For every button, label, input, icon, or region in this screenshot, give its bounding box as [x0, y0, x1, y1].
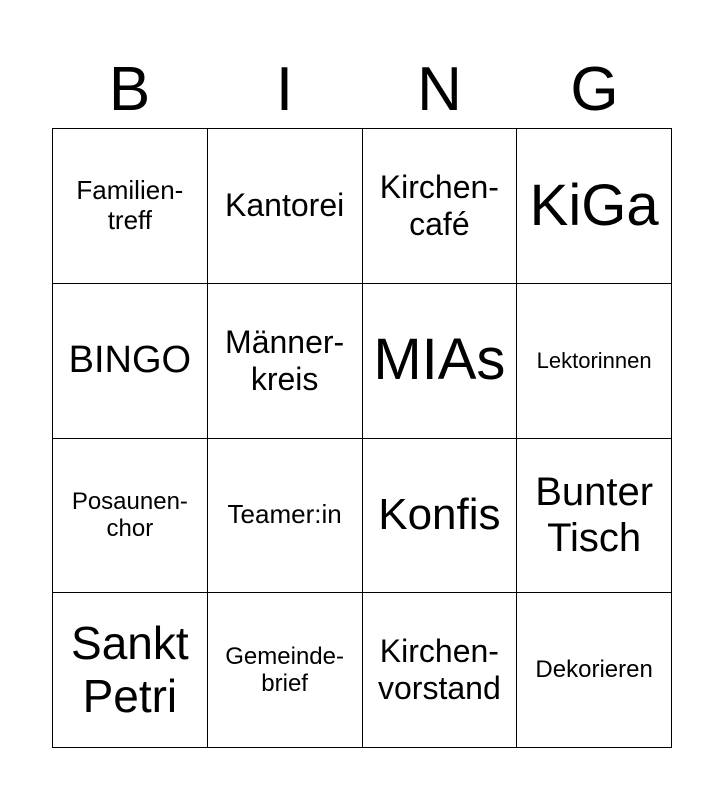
bingo-cell[interactable]: MIAs [363, 284, 518, 439]
bingo-cell[interactable]: Bunter Tisch [517, 439, 672, 594]
bingo-card-grid [52, 128, 672, 748]
bingo-cell[interactable]: Gemeinde- brief [208, 593, 363, 748]
bingo-cell[interactable]: Kirchen- vorstand [363, 593, 518, 748]
bingo-cell[interactable]: Kantorei [208, 129, 363, 284]
header-letter-i: I [275, 55, 294, 124]
bingo-cell[interactable]: Lektorinnen [517, 284, 672, 439]
bingo-cell[interactable]: Dekorieren [517, 593, 672, 748]
bingo-cell[interactable]: Teamer:in [208, 439, 363, 594]
header-letter-g: G [570, 55, 619, 124]
bingo-cell[interactable]: Konfis [363, 439, 518, 594]
bingo-cell[interactable]: Familien- treff [53, 129, 208, 284]
bingo-header [52, 54, 672, 126]
header-letter-b: B [108, 55, 151, 124]
bingo-cell[interactable]: KiGa [517, 129, 672, 284]
header-letter-n: N [417, 55, 462, 124]
bingo-cell[interactable]: Sankt Petri [53, 593, 208, 748]
bingo-cell[interactable]: Kirchen- café [363, 129, 518, 284]
bingo-cell[interactable]: BINGO [53, 284, 208, 439]
bingo-cell[interactable]: Männer- kreis [208, 284, 363, 439]
bingo-cell[interactable]: Posaunen- chor [53, 439, 208, 594]
